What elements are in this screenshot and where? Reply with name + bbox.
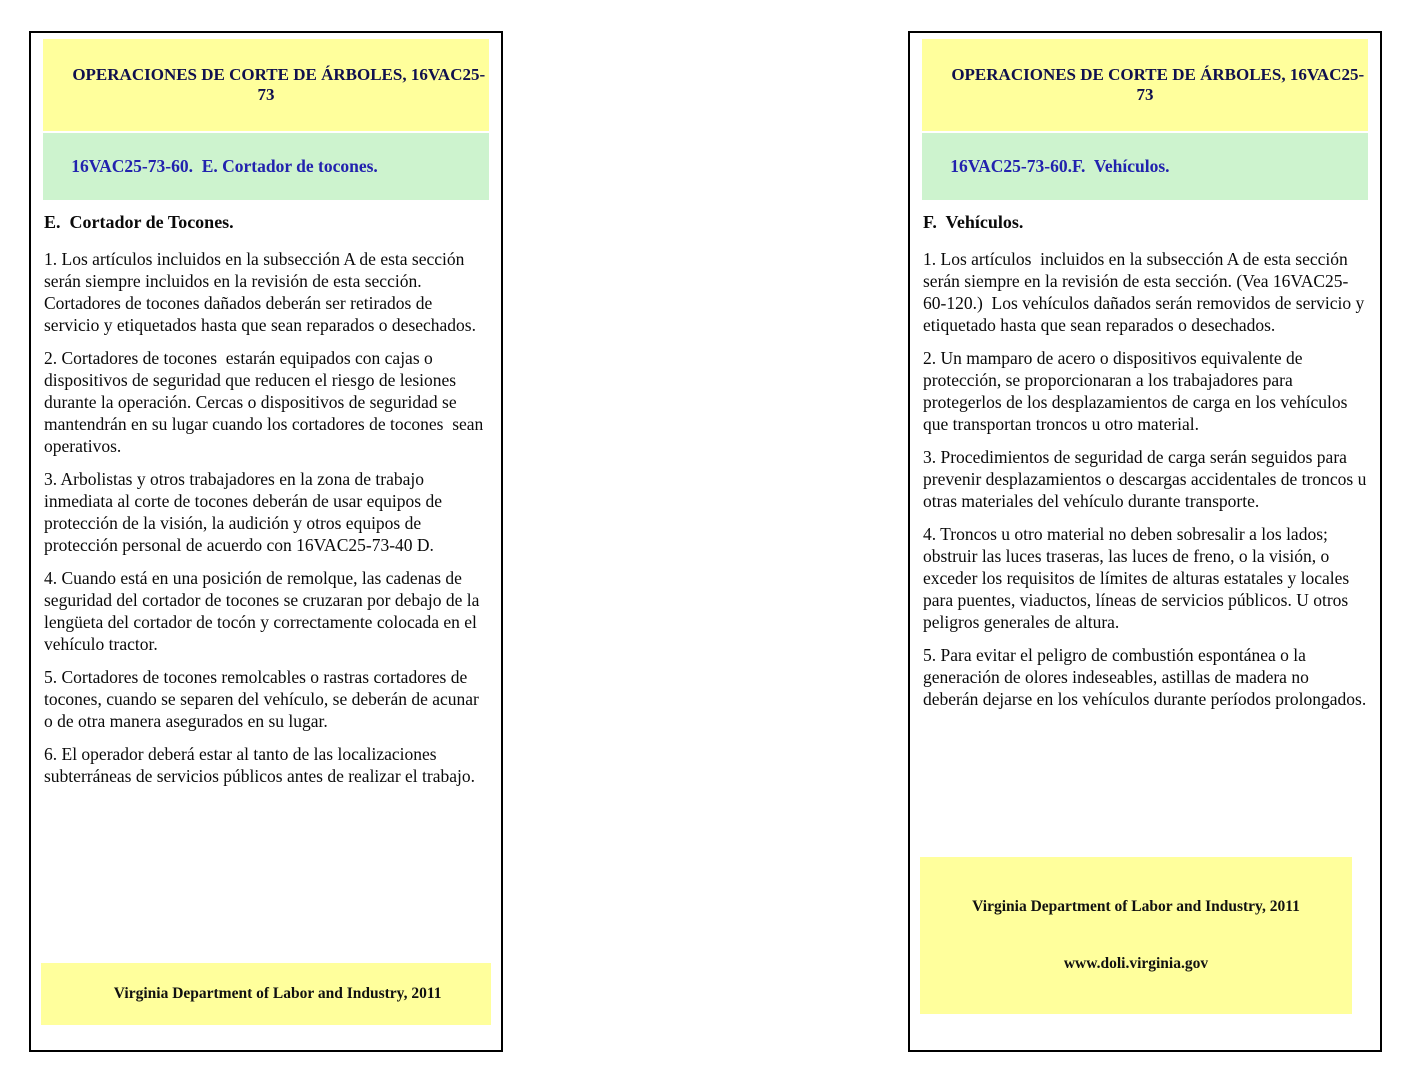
section-heading: E. Cortador de Tocones. xyxy=(44,212,234,232)
paragraph: 5. Para evitar el peligro de combustión espontánea o la generación de olores indeseables, astillas de madera no deberán dejarse en los vehículos durante períodos prolongados. xyxy=(923,645,1367,709)
page-left-section-banner xyxy=(43,133,489,200)
page-right-body xyxy=(921,211,1369,710)
page-right-section-label: 16VAC25-73-60.F. Vehículos. xyxy=(950,156,1170,176)
page-left-body xyxy=(42,211,490,787)
paragraph: 1. Los artículos incluidos en la subsección A de esta sección serán siempre incluidos en la revisión de esta sección. Cortadores de tocones dañados deberán ser retirados de servicio y etiquetados hasta que sean reparados o desechados. xyxy=(44,249,476,335)
page-right xyxy=(908,31,1382,1052)
paragraph: 2. Cortadores de tocones estarán equipados con cajas o dispositivos de seguridad que reducen el riesgo de lesiones durante la operación. Cercas o dispositivos de seguridad se mantendrán en su lugar cuando los cortadores de tocones sean operativos. xyxy=(44,348,488,456)
paragraph: 5. Cortadores de tocones remolcables o rastras cortadores de tocones, cuando se separen del vehículo, se deberán de acunar o de otra manera asegurados en su lugar. xyxy=(44,667,484,731)
paragraph: 3. Procedimientos de seguridad de carga serán seguidos para prevenir desplazamientos o descargas accidentales de troncos u otras materiales del vehículo durante transporte. xyxy=(923,447,1371,511)
page-left xyxy=(29,31,503,1052)
footer-text: Virginia Department of Labor and Industry, 2011 xyxy=(113,985,442,1002)
page-right-section-banner xyxy=(922,133,1368,200)
paragraph: 3. Arbolistas y otros trabajadores en la zona de trabajo inmediata al corte de tocones deberán de usar equipos de protección de la visión, la audición y otros equipos de protección personal de acuerdo con 16VAC25-73-40 D. xyxy=(44,469,447,555)
page-left-footer-banner xyxy=(41,963,491,1025)
page-right-title-banner xyxy=(922,39,1368,131)
section-heading: F. Vehículos. xyxy=(923,212,1024,232)
footer-url: www.doli.virginia.gov xyxy=(1063,955,1209,972)
page-right-footer-banner xyxy=(920,857,1352,1014)
page-right-title: OPERACIONES DE CORTE DE ÁRBOLES, 16VAC25-73 xyxy=(951,65,1365,104)
paragraph: 2. Un mamparo de acero o dispositivos equivalente de protección, se proporcionaran a los trabajadores para protegerlos de los desplazamientos de carga en los vehículos que transportan troncos u otro material. xyxy=(923,348,1352,434)
page-left-section-label: 16VAC25-73-60. E. Cortador de tocones. xyxy=(71,156,378,176)
footer-text: Virginia Department of Labor and Industry, 2011 xyxy=(972,898,1300,915)
paragraph: 4. Troncos u otro material no deben sobresalir a los lados; obstruir las luces traseras, las luces de freno, o la visión, o exceder los requisitos de límites de alturas estatales y locales para puentes, viaductos, líneas de servicios públicos. U otros peligros generales de altura. xyxy=(923,524,1354,632)
page-left-title-banner xyxy=(43,39,489,131)
paragraph: 4. Cuando está en una posición de remolque, las cadenas de seguridad del cortador de tocones se cruzaran por debajo de la lengüeta del cortador de tocón y correctamente colocada en el vehículo tractor. xyxy=(44,568,484,654)
paragraph: 1. Los artículos incluidos en la subsección A de esta sección serán siempre en la revisión de esta sección. (Vea 16VAC25-60-120.) Los vehículos dañados serán removidos de servicio y etiquetado hasta que sean reparados o desechados. xyxy=(923,249,1369,335)
page-left-title: OPERACIONES DE CORTE DE ÁRBOLES, 16VAC25-73 xyxy=(72,65,486,104)
paragraph: 6. El operador deberá estar al tanto de las localizaciones subterráneas de servicios públicos antes de realizar el trabajo. xyxy=(44,744,475,786)
